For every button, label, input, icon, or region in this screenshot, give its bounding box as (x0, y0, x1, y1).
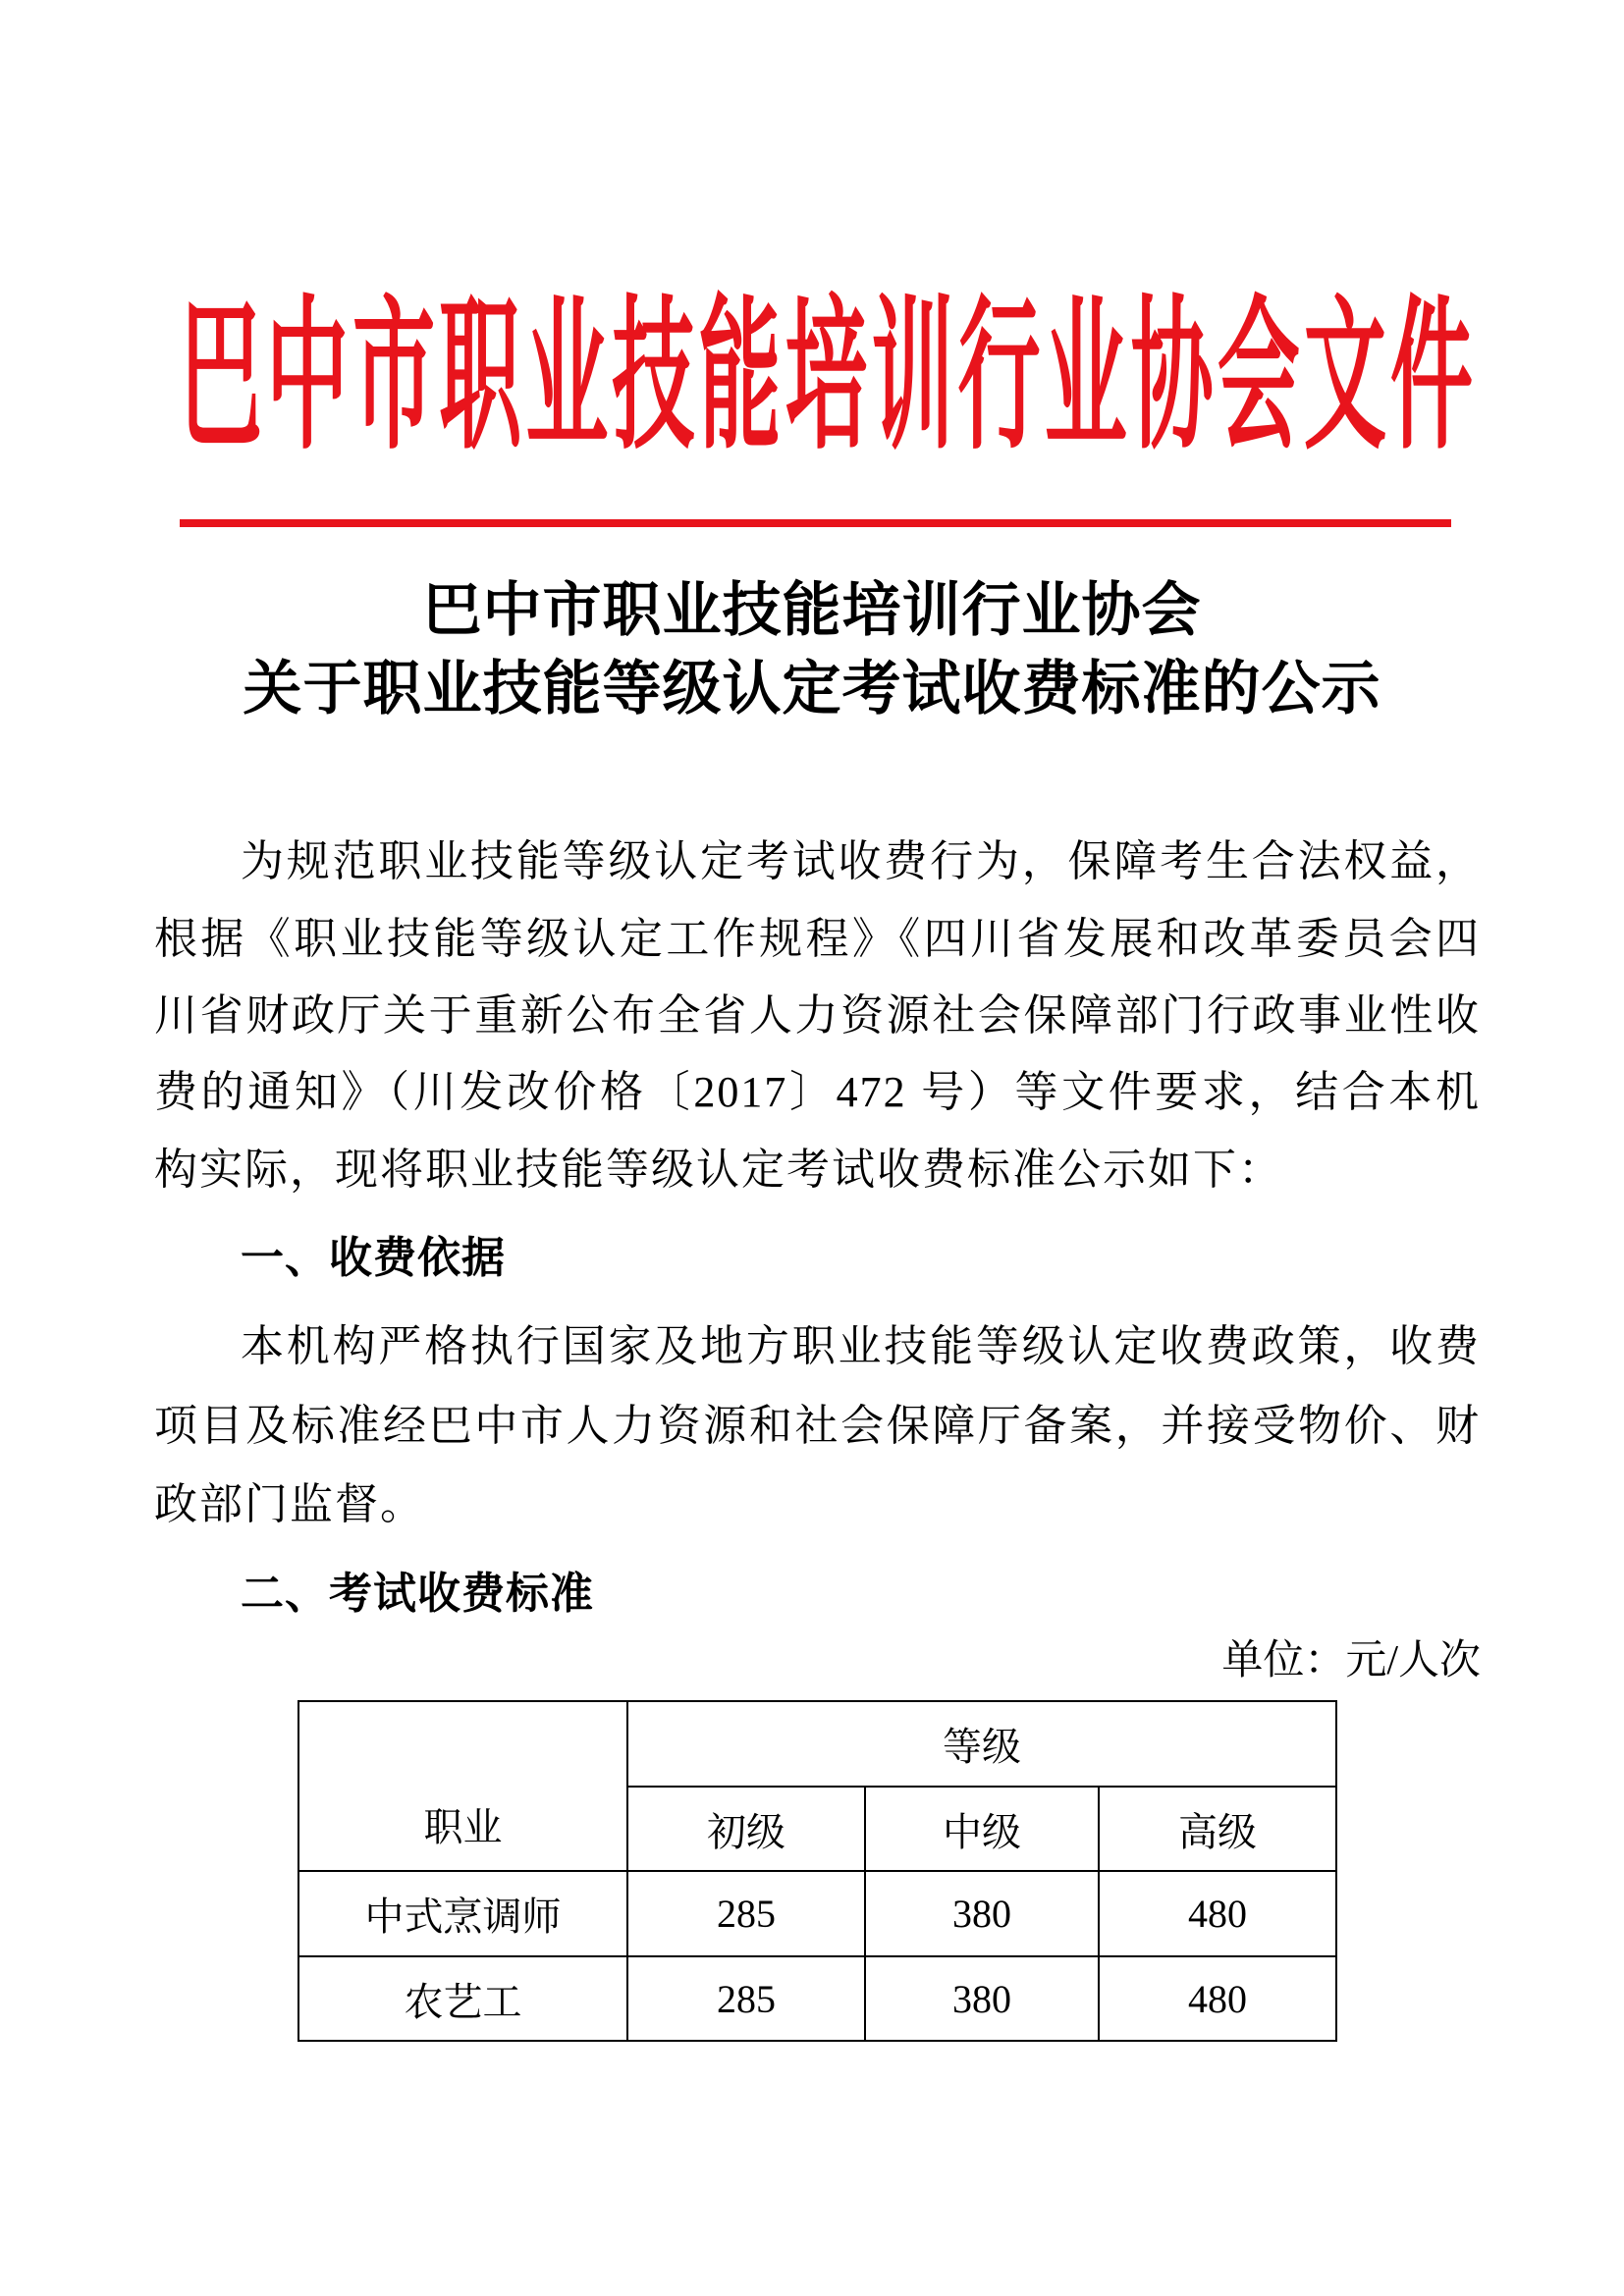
fee-basis-paragraph-line: 本机构严格执行国家及地方职业技能等级认定收费政策，收费 (241, 1322, 1481, 1370)
level-header-senior: 高级 (1099, 1787, 1336, 1871)
header-divider (180, 519, 1451, 527)
level-header-intermediate: 中级 (865, 1787, 1099, 1871)
section-heading-fee-basis: 一、收费依据 (241, 1234, 506, 1282)
intro-paragraph-line: 为规范职业技能等级认定考试收费行为，保障考生合法权益， (241, 837, 1481, 885)
table-header-level: 等级 (627, 1701, 1336, 1787)
intro-paragraph-line: 川省财政厅关于重新公布全省人力资源社会保障部门行政事业性收 (154, 991, 1481, 1040)
fee-cell: 285 (627, 1956, 865, 2041)
intro-paragraph-line: 费的通知》（川发改价格〔2017〕472 号）等文件要求，结合本机 (154, 1068, 1481, 1116)
intro-paragraph-line: 根据《职业技能等级认定工作规程》《四川省发展和改革委员会四 (154, 915, 1481, 963)
fee-basis-paragraph-line: 项目及标准经巴中市人力资源和社会保障厅备案，并接受物价、财 (154, 1402, 1481, 1450)
org-file-header: 巴中市职业技能培训行业协会文件 (180, 288, 1473, 470)
fee-cell: 285 (627, 1871, 865, 1956)
intro-paragraph-line: 构实际，现将职业技能等级认定考试收费标准公示如下： (154, 1146, 1283, 1194)
fee-cell: 380 (865, 1956, 1099, 2041)
level-header-junior: 初级 (627, 1787, 865, 1871)
table-row (298, 1956, 1336, 2041)
unit-label: 单位：元/人次 (1221, 1638, 1481, 1683)
occupation-cell: 中式烹调师 (298, 1871, 627, 1956)
table-row (298, 1871, 1336, 1956)
section-heading-fee-standard: 二、考试收费标准 (241, 1570, 594, 1618)
occupation-cell: 农艺工 (298, 1956, 627, 2041)
table-header-row (298, 1701, 1336, 1787)
fee-basis-paragraph-line: 政部门监督。 (154, 1480, 425, 1528)
fee-table (298, 1700, 1337, 2042)
document-title-line-1: 巴中市职业技能培训行业协会 (422, 578, 1202, 643)
fee-cell: 480 (1099, 1956, 1336, 2041)
document-title-line-2: 关于职业技能等级认定考试收费标准的公示 (243, 657, 1381, 721)
table-header-occupation: 职业 (298, 1701, 627, 1871)
fee-cell: 480 (1099, 1871, 1336, 1956)
fee-cell: 380 (865, 1871, 1099, 1956)
